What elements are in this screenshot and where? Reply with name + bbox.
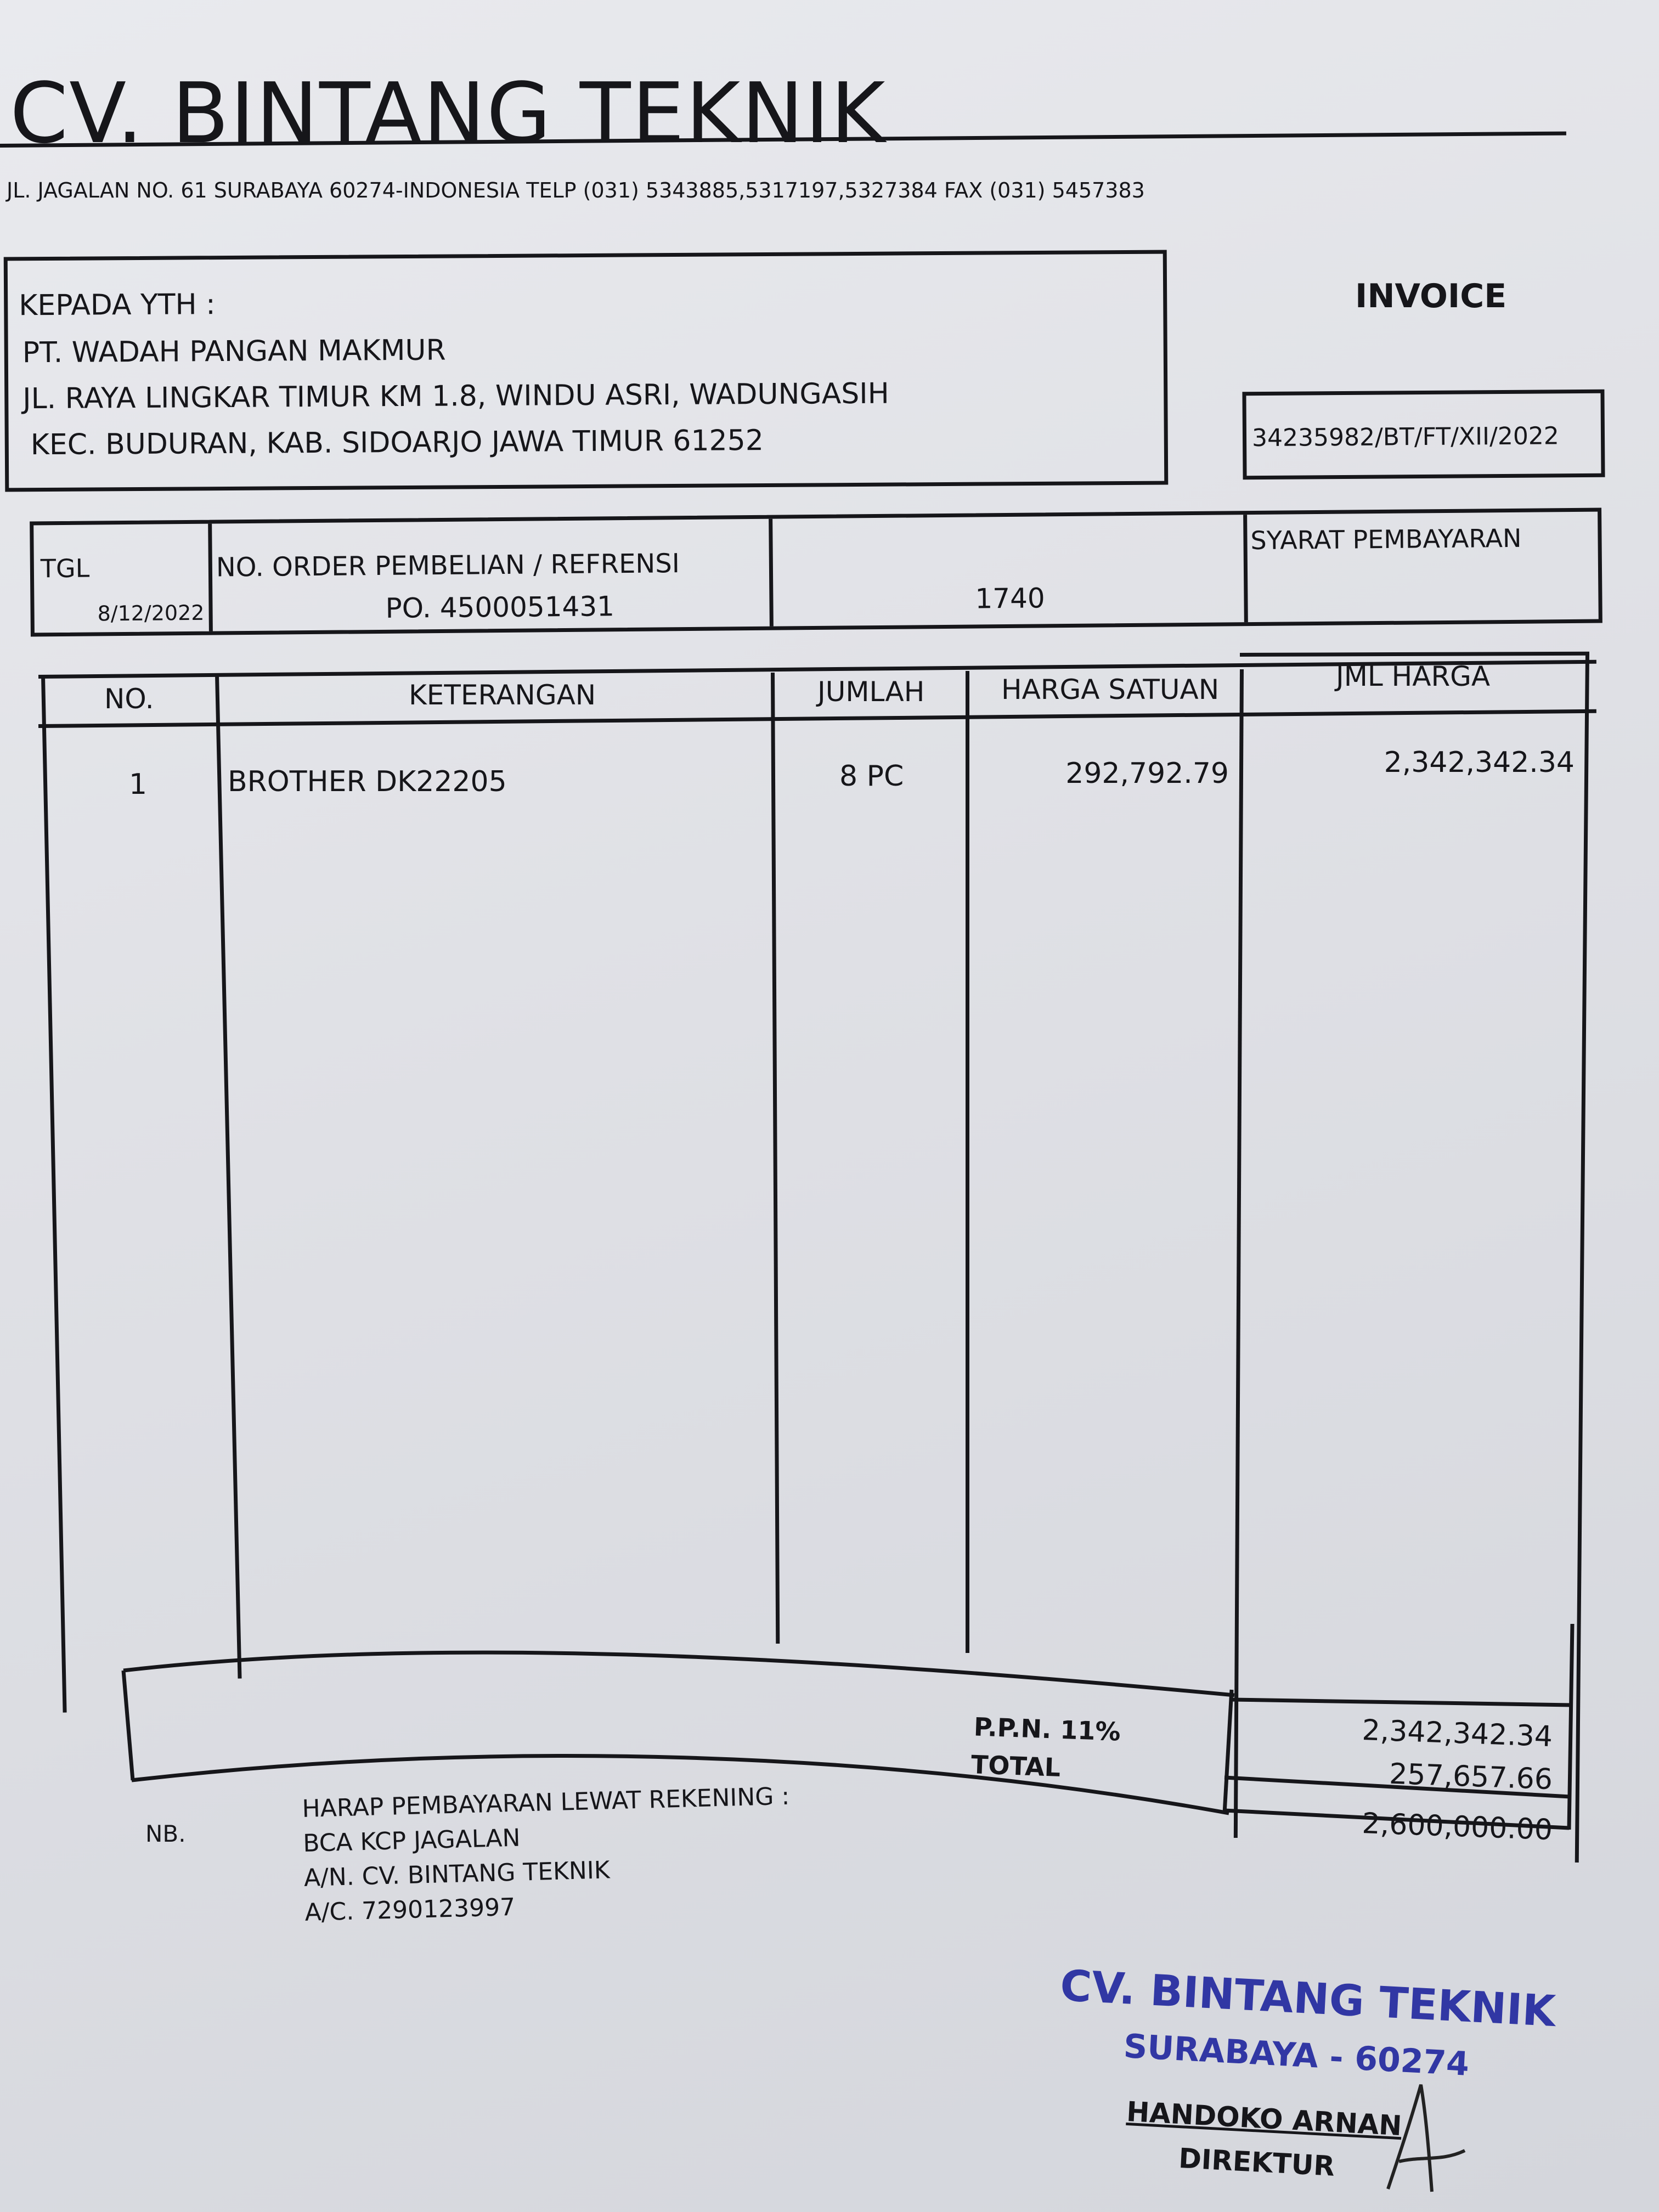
stamp-city: SURABAYA - 60274 [1122, 2027, 1470, 2084]
po-number: PO. 4500051431 [385, 590, 615, 624]
order-extra-value: 1740 [975, 582, 1045, 615]
invoice-number-box [1242, 390, 1605, 480]
subtotal-value: 2,342,342.34 [1361, 1714, 1553, 1754]
recipient-address-line1: JL. RAYA LINGKAR TIMUR KM 1.8, WINDU ASRI, WADUNGASIH [22, 377, 889, 416]
col-header-description: KETERANGAN [409, 679, 596, 711]
total-value: 2,600,000.00 [1361, 1807, 1553, 1847]
recipient-box [4, 250, 1169, 492]
signatory-name: HANDOKO ARNAN [1125, 2096, 1403, 2142]
order-info-row [30, 508, 1602, 637]
row-no: 1 [129, 768, 148, 801]
total-label: TOTAL [970, 1750, 1062, 1782]
po-label: NO. ORDER PEMBELIAN / REFRENSI [216, 548, 680, 583]
col-header-no: NO. [104, 683, 154, 715]
company-address: JL. JAGALAN NO. 61 SURABAYA 60274-INDONESIA TELP (031) 5343885,5317197,5327384 FAX (031) 5457383 [7, 178, 1145, 202]
note-label: NB. [145, 1820, 186, 1847]
col-header-amount: JML HARGA [1336, 661, 1491, 692]
payment-note-line1: HARAP PEMBAYARAN LEWAT REKENING : [302, 1782, 790, 1823]
order-date: 8/12/2022 [97, 600, 205, 626]
stamp-company: CV. BINTANG TEKNIK [1059, 1961, 1557, 2037]
company-name: CV. BINTANG TEKNIK [10, 65, 887, 162]
col-header-qty: JUMLAH [817, 676, 925, 708]
recipient-name: PT. WADAH PANGAN MAKMUR [22, 334, 446, 370]
row-unit-price: 292,792.79 [1065, 757, 1229, 790]
invoice-title: INVOICE [1355, 277, 1507, 315]
recipient-address-line2: KEC. BUDURAN, KAB. SIDOARJO JAWA TIMUR 61252 [30, 424, 764, 462]
recipient-label: KEPADA YTH : [19, 288, 216, 323]
date-label: TGL [40, 553, 90, 584]
payment-account-number: A/C. 7290123997 [304, 1893, 516, 1927]
invoice-number: 34235982/BT/FT/XII/2022 [1251, 422, 1560, 453]
tax-label: P.P.N. 11% [973, 1712, 1121, 1747]
col-header-unit-price: HARGA SATUAN [1001, 674, 1220, 706]
tax-value: 257,657.66 [1389, 1757, 1553, 1797]
row-amount: 2,342,342.34 [1384, 746, 1575, 779]
signatory-title: DIREKTUR [1177, 2142, 1336, 2182]
row-description: BROTHER DK22205 [228, 765, 507, 798]
row-qty: 8 PC [839, 760, 904, 793]
payment-bank: BCA KCP JAGALAN [302, 1824, 521, 1858]
payment-account-name: A/N. CV. BINTANG TEKNIK [303, 1856, 611, 1892]
payment-terms-label: SYARAT PEMBAYARAN [1250, 523, 1522, 556]
payment-note [302, 1782, 793, 1927]
